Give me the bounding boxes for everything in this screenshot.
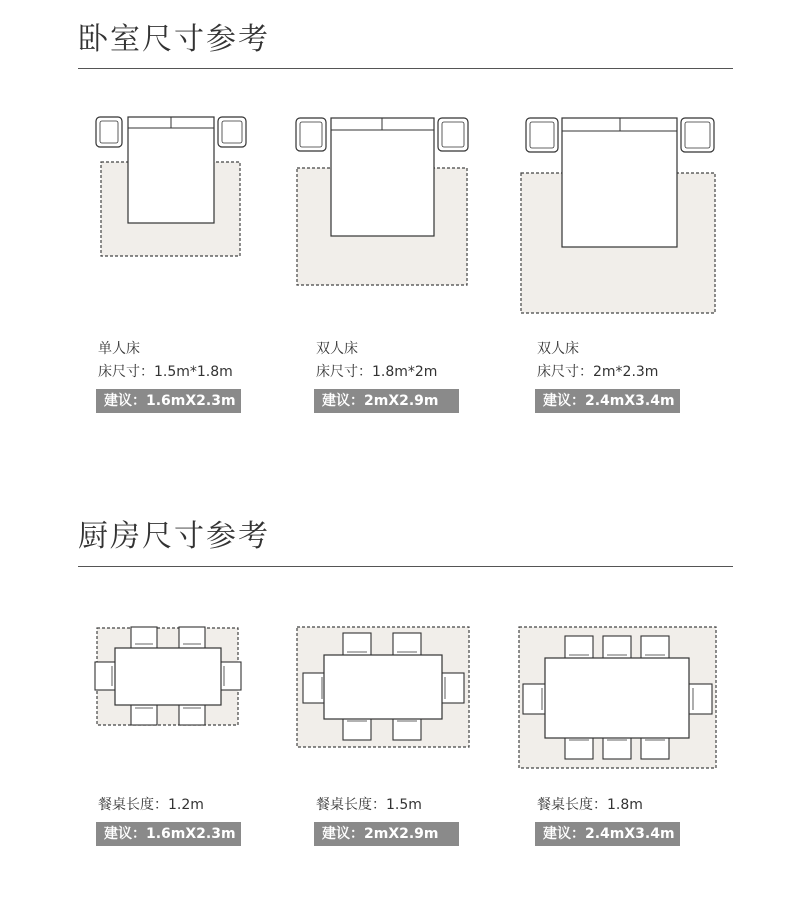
dining-diagram-medium	[297, 627, 469, 747]
bedroom-diagram-single	[96, 117, 246, 256]
table-length-text: 餐桌长度：1.5m	[316, 797, 422, 813]
bedroom-section-title: 卧室尺寸参考	[78, 22, 270, 57]
kitchen-section-title: 厨房尺寸参考	[78, 519, 270, 554]
bed-type-label: 单人床	[98, 341, 140, 357]
chair	[688, 684, 712, 714]
chair	[179, 627, 205, 649]
dining-diagram-large	[519, 627, 716, 768]
bed	[331, 118, 434, 236]
bed-type-label: 双人床	[316, 341, 358, 357]
bed	[128, 117, 214, 223]
chair	[131, 703, 157, 725]
suggestion-badge: 建议：1.6mX2.3m	[96, 389, 241, 413]
nightstand-left	[526, 118, 558, 152]
chair	[343, 633, 371, 657]
suggestion-badge: 建议：2.4mX3.4m	[535, 389, 680, 413]
chair	[641, 636, 669, 660]
chair	[440, 673, 464, 703]
chair	[523, 684, 547, 714]
suggestion-badge: 建议：2mX2.9m	[314, 822, 459, 846]
bed-size-text: 床尺寸：1.5m*1.8m	[98, 364, 233, 380]
bed-size-text: 床尺寸：2m*2.3m	[537, 364, 659, 380]
dining-table	[324, 655, 442, 719]
suggestion-badge: 建议：2.4mX3.4m	[535, 822, 680, 846]
nightstand-right	[681, 118, 714, 152]
dining-table	[115, 648, 221, 705]
chair	[393, 633, 421, 657]
suggestion-badge: 建议：1.6mX2.3m	[96, 822, 241, 846]
bedroom-diagram-double-large	[521, 118, 715, 313]
bed-type-label: 双人床	[537, 341, 579, 357]
suggestion-badge: 建议：2mX2.9m	[314, 389, 459, 413]
bed	[562, 118, 677, 247]
chair	[131, 627, 157, 649]
chair	[603, 636, 631, 660]
table-length-text: 餐桌长度：1.2m	[98, 797, 204, 813]
bed-size-text: 床尺寸：1.8m*2m	[316, 364, 438, 380]
chair	[219, 662, 241, 690]
chair	[565, 636, 593, 660]
dining-diagram-small	[95, 627, 241, 725]
kitchen-title-divider	[78, 566, 733, 567]
table-length-text: 餐桌长度：1.8m	[537, 797, 643, 813]
chair	[95, 662, 117, 690]
chair	[303, 673, 327, 703]
chair	[179, 703, 205, 725]
bedroom-diagram-double-medium	[296, 118, 468, 285]
dining-table	[545, 658, 689, 738]
